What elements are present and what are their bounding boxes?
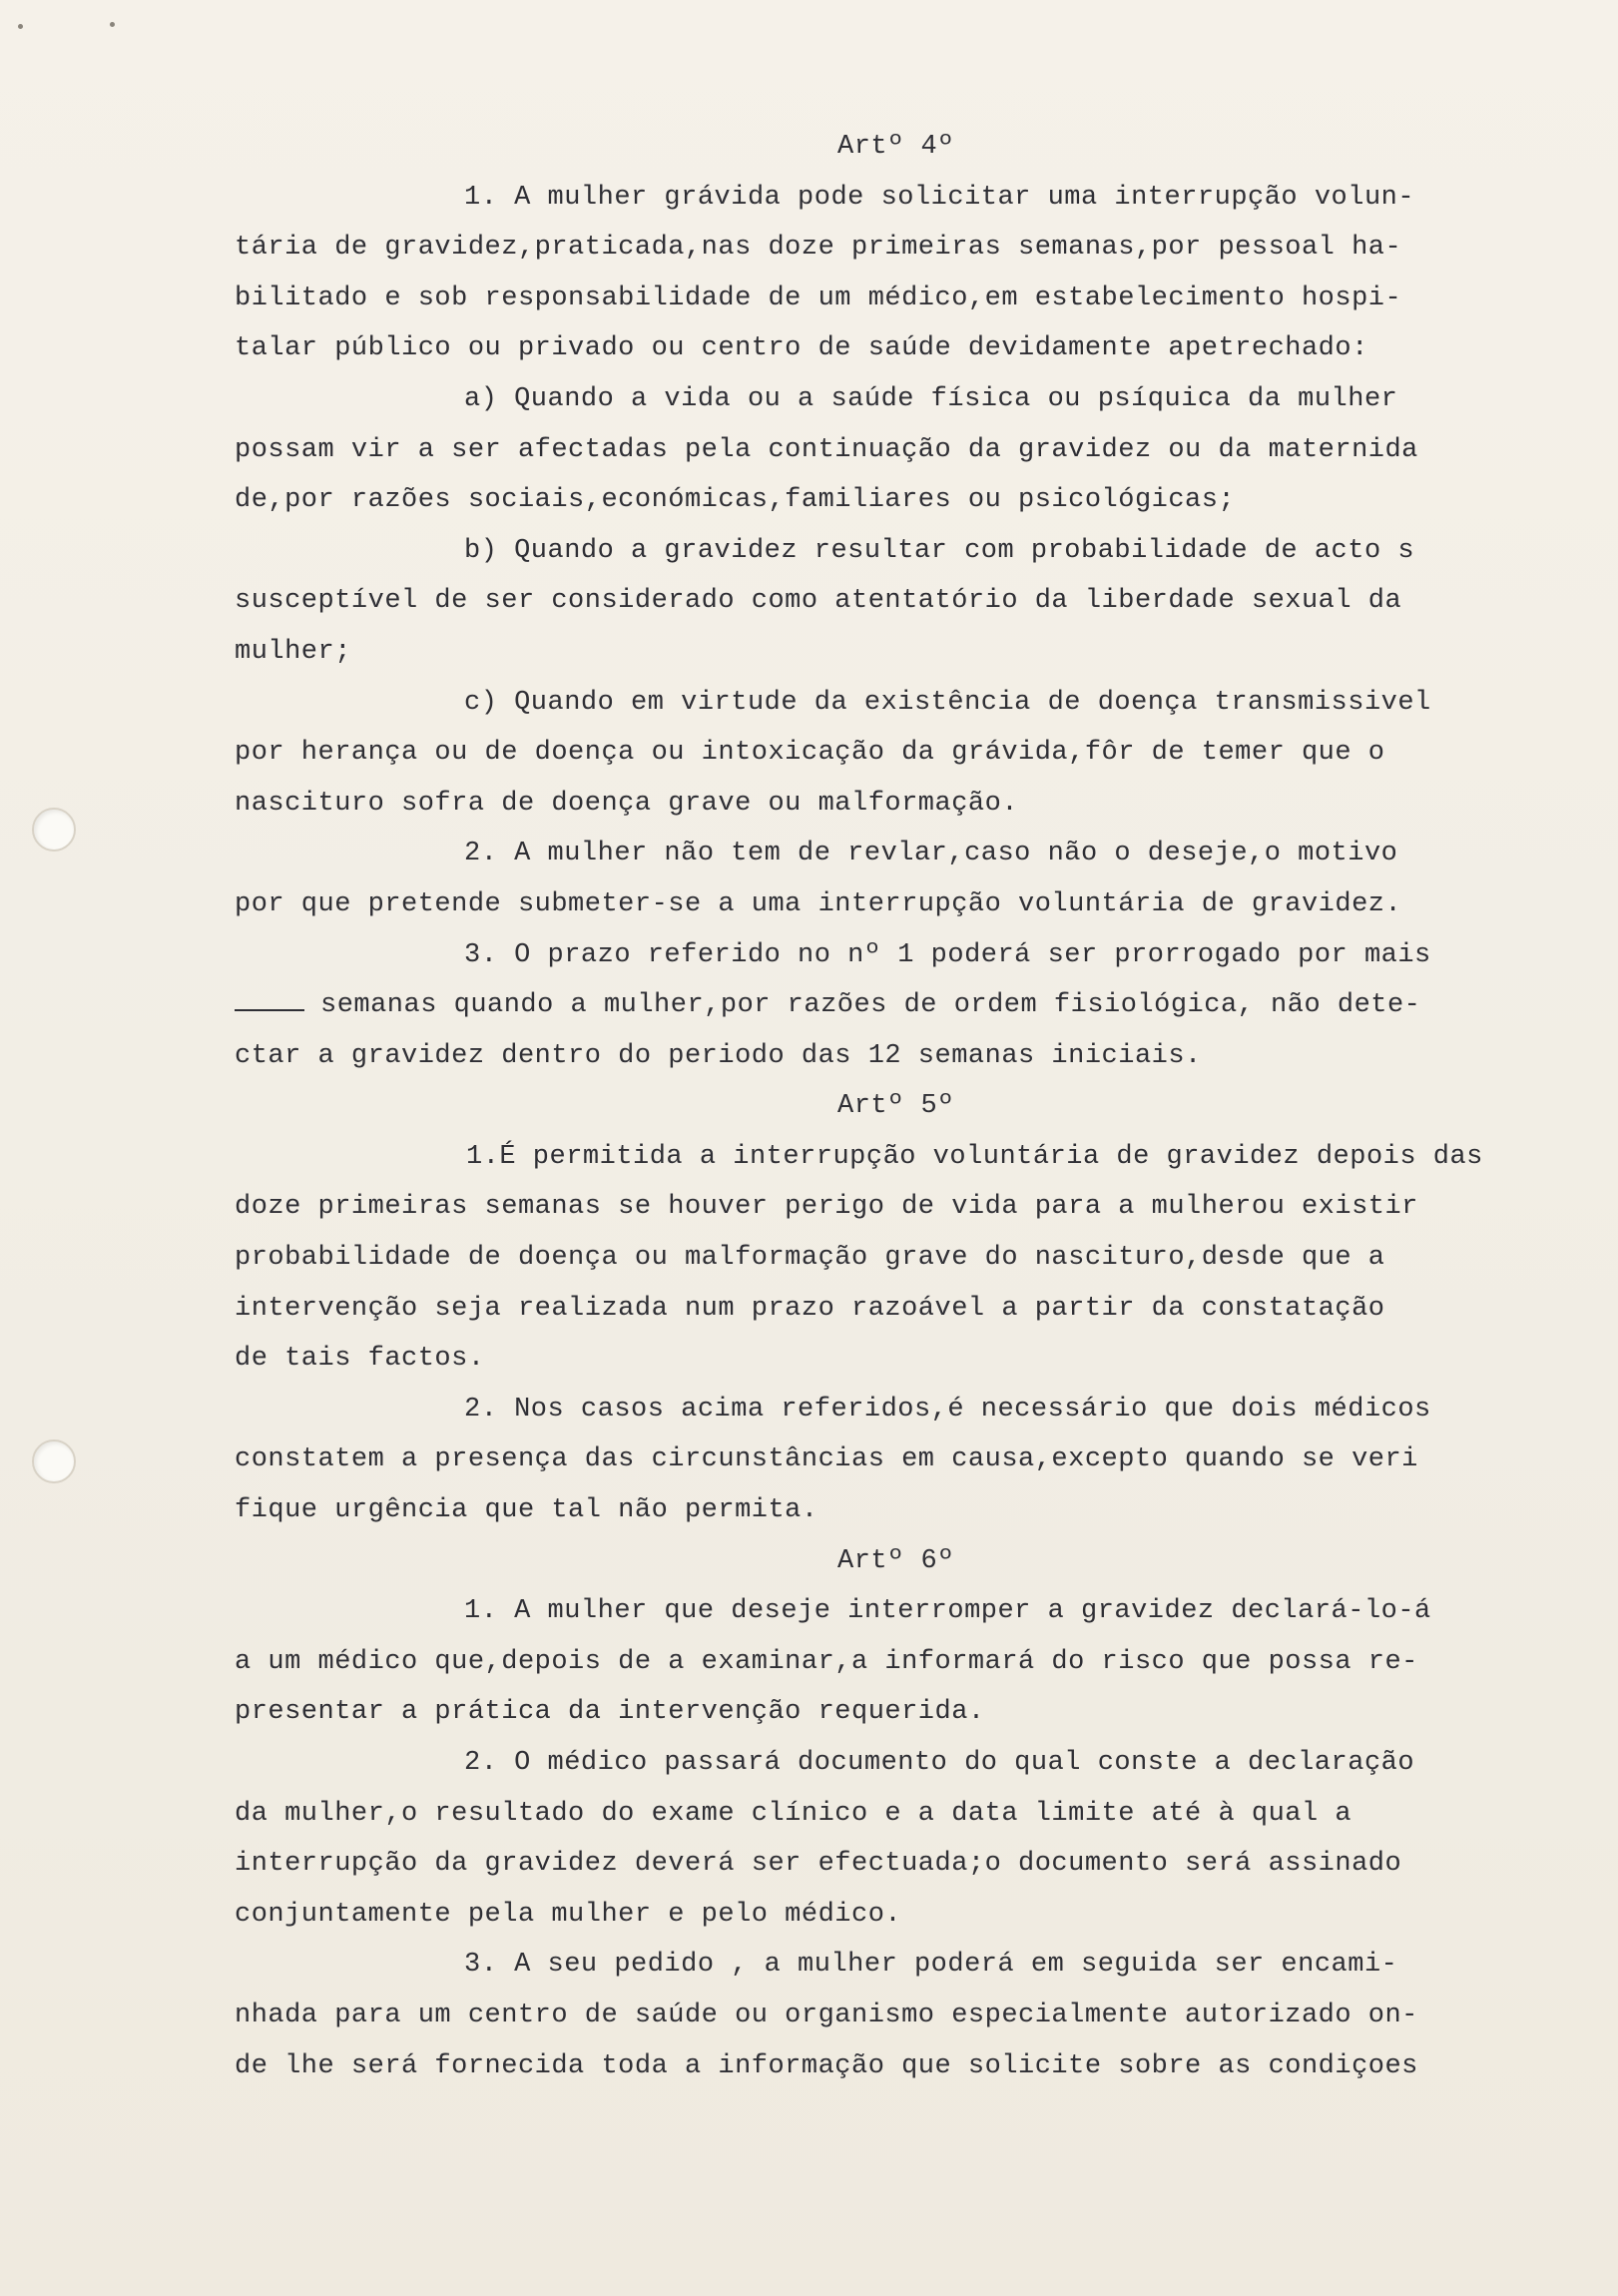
text-line: 3. O prazo referido no nº 1 poderá ser prorrogado por mais — [464, 939, 1431, 970]
text-line: por que pretende submeter-se a uma interrupção voluntária de gravidez. — [235, 888, 1402, 919]
text-line: 1. A mulher que deseje interromper a gravidez declará-lo-á — [464, 1596, 1431, 1627]
punch-hole-bottom — [32, 1439, 76, 1483]
text-line: 1.É permitida a interrupção voluntária de gravidez depois das — [466, 1141, 1483, 1172]
text-line: 2. Nos casos acima referidos,é necessário que dois médicos — [464, 1394, 1431, 1425]
text-line: nascituro sofra de doença grave ou malformação. — [235, 788, 1019, 819]
text-line: presentar a prática da intervenção requerida. — [235, 1697, 985, 1728]
fill-in-blank — [235, 987, 304, 1011]
text-line: 1. A mulher grávida pode solicitar uma interrupção volun- — [464, 182, 1415, 213]
text-line: de,por razões sociais,económicas,familiares ou psicológicas; — [235, 485, 1236, 516]
article-6-heading: Artº 6º — [837, 1545, 954, 1576]
text-line: por herança ou de doença ou intoxicação da grávida,fôr de temer que o — [235, 738, 1385, 769]
text-line: probabilidade de doença ou malformação grave do nascituro,desde que a — [235, 1243, 1385, 1274]
text-line: conjuntamente pela mulher e pelo médico. — [235, 1899, 902, 1930]
text-line: doze primeiras semanas se houver perigo de vida para a mulherou existir — [235, 1192, 1418, 1223]
paper-speck — [110, 22, 115, 27]
article-5-heading: Artº 5º — [837, 1091, 954, 1122]
text-line: fique urgência que tal não permita. — [235, 1495, 818, 1526]
typed-text-body — [235, 122, 1483, 2091]
text-line: talar público ou privado ou centro de saúde devidamente apetrechado: — [235, 333, 1368, 364]
text-line: da mulher,o resultado do exame clínico e a data limite até à qual a — [235, 1798, 1352, 1829]
text-line: 2. A mulher não tem de revlar,caso não o deseje,o motivo — [464, 839, 1398, 869]
text-line: 3. A seu pedido , a mulher poderá em seguida ser encami- — [464, 1950, 1398, 1981]
text-line: de tais factos. — [235, 1344, 485, 1375]
text-line: tária de gravidez,praticada,nas doze primeiras semanas,por pessoal ha- — [235, 233, 1402, 264]
text-line: nhada para um centro de saúde ou organismo especialmente autorizado on- — [235, 2000, 1418, 2030]
text-line: semanas quando a mulher,por razões de ordem fisiológica, não dete- — [320, 990, 1421, 1021]
text-line: a um médico que,depois de a examinar,a informará do risco que possa re- — [235, 1646, 1418, 1677]
punch-hole-top — [32, 808, 76, 852]
text-line: mulher; — [235, 636, 351, 667]
text-line: ctar a gravidez dentro do periodo das 12 semanas iniciais. — [235, 1040, 1202, 1071]
text-line: intervenção seja realizada num prazo razoável a partir da constatação — [235, 1293, 1385, 1324]
text-line: c) Quando em virtude da existência de doença transmissivel — [464, 687, 1431, 718]
text-line: b) Quando a gravidez resultar com probabilidade de acto s — [464, 535, 1415, 566]
text-line: possam vir a ser afectadas pela continuação da gravidez ou da maternida — [235, 434, 1418, 465]
text-line: interrupção da gravidez deverá ser efectuada;o documento será assinado — [235, 1849, 1402, 1880]
paper-speck — [18, 24, 23, 29]
article-4-heading: Artº 4º — [837, 132, 954, 162]
text-line: 2. O médico passará documento do qual conste a declaração — [464, 1748, 1415, 1778]
text-line: a) Quando a vida ou a saúde física ou psíquica da mulher — [464, 383, 1398, 414]
text-line: bilitado e sob responsabilidade de um médico,em estabelecimento hospi- — [235, 283, 1402, 313]
text-line-with-blank — [235, 980, 1477, 1031]
text-line: constatem a presença das circunstâncias em causa,excepto quando se veri — [235, 1444, 1418, 1475]
text-line: susceptível de ser considerado como atentatório da liberdade sexual da — [235, 586, 1402, 617]
text-line: de lhe será fornecida toda a informação que solicite sobre as condiçoes — [235, 2050, 1418, 2081]
